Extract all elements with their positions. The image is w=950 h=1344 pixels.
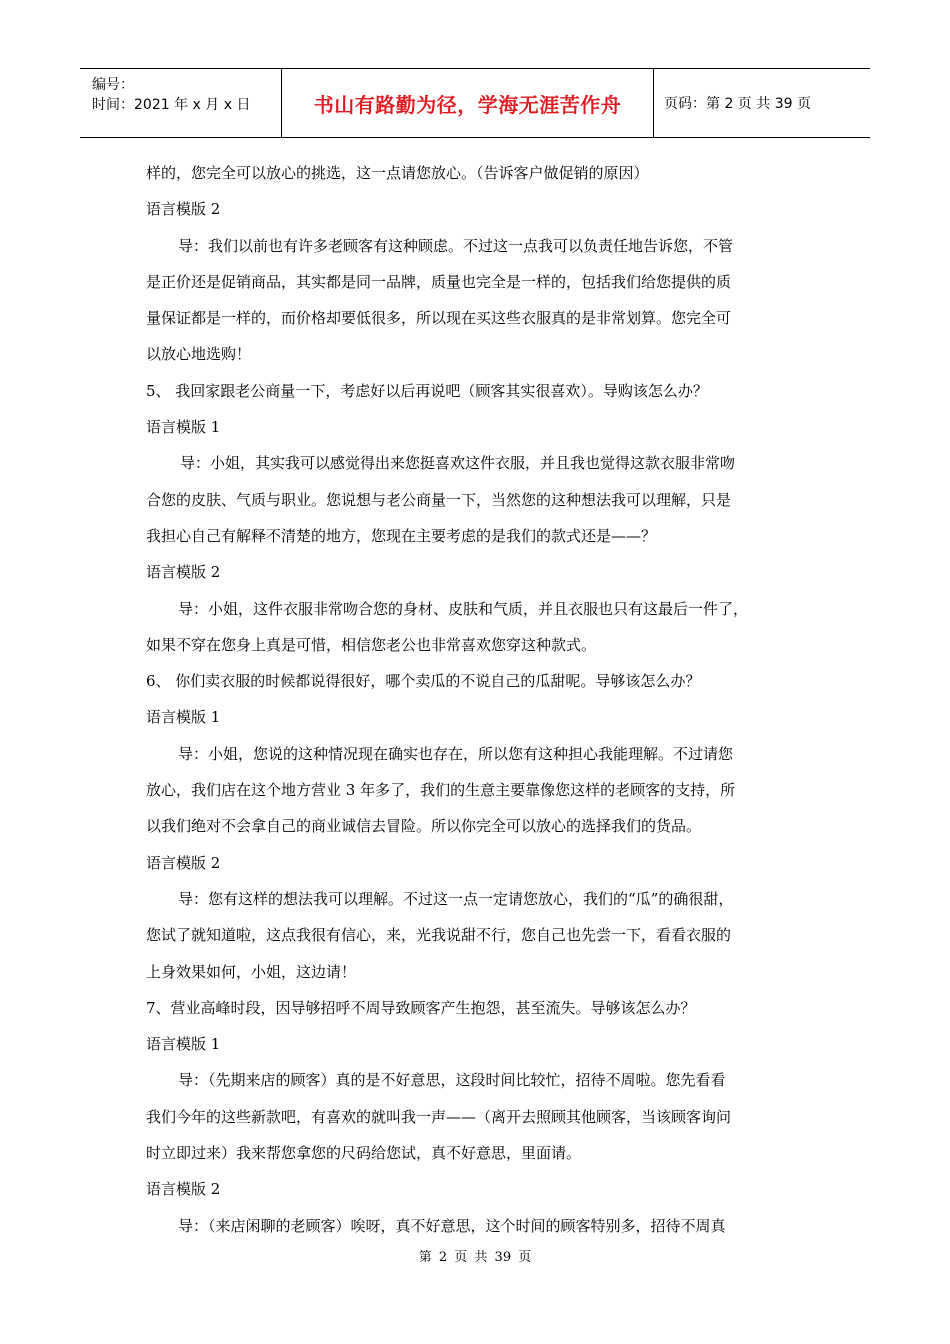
header-motto-cell — [282, 69, 654, 137]
body-line: 您试了就知道啦，这点我很有信心，来，光我说甜不行，您自己也先尝一下，看看衣服的 — [146, 926, 732, 945]
body-line: 导：（先期来店的顾客）真的是不好意思，这段时间比较忙，招待不周啦。您先看看 — [178, 1071, 726, 1090]
body-line: 我担心自己有解释不清楚的地方，您现在主要考虑的是我们的款式还是——？ — [146, 526, 657, 545]
body-line: 上身效果如何，小姐，这边请！ — [146, 962, 357, 981]
body-line: 量保证都是一样的，而价格却要低很多，所以现在买这些衣服真的是非常划算。您完全可 — [146, 309, 732, 328]
body-line: 是正价还是促销商品，其实都是同一品牌，质量也完全是一样的，包括我们给您提供的质 — [146, 272, 732, 291]
body-line: 以放心地选购！ — [146, 345, 252, 364]
body-line: 导：小姐，您说的这种情况现在确实也存在，所以您有这种担心我能理解。不过请您 — [178, 744, 734, 763]
header-page-info — [654, 69, 870, 137]
section-heading: 语言模版 2 — [146, 853, 221, 872]
body-line: 合您的皮肤、气质与职业。您说想与老公商量一下，当然您的这种想法我可以理解，只是 — [146, 490, 732, 509]
body-line: 导：我们以前也有许多老顾客有这种顾虑。不过这一点我可以负责任地告诉您，不管 — [178, 236, 734, 255]
document-date: 时间：2021 年 x 月 x 日 — [92, 97, 251, 113]
body-line: 以我们绝对不会拿自己的商业诚信去冒险。所以你完全可以放心的选择我们的货品。 — [146, 817, 702, 836]
document-number: 编号： — [92, 77, 134, 93]
body-line: 放心，我们店在这个地方营业 3 年多了，我们的生意主要靠像您这样的老顾客的支持，所 — [146, 781, 736, 800]
section-heading: 语言模版 1 — [146, 418, 221, 437]
header-motto: 书山有路勤为径，学海无涯苦作舟 — [313, 92, 622, 117]
body-line: 导：您有这样的想法我可以理解。不过这一点一定请您放心，我们的“瓜”的确很甜， — [178, 889, 734, 908]
page-header — [80, 68, 870, 138]
question-heading: 7、营业高峰时段，因导够招呼不周导致顾客产生抱怨，甚至流失。导够该怎么办？ — [146, 998, 696, 1017]
section-heading: 语言模版 1 — [146, 1035, 221, 1054]
body-line: 时立即过来）我来帮您拿您的尺码给您试，真不好意思，里面请。 — [146, 1144, 582, 1163]
section-heading: 语言模版 2 — [146, 1180, 221, 1199]
body-line: 样的，您完全可以放心的挑选，这一点请您放心。（告诉客户做促销的原因） — [146, 164, 649, 182]
section-heading: 语言模版 2 — [146, 200, 221, 219]
header-meta — [80, 69, 282, 137]
body-line: 我们今年的这些新款吧，有喜欢的就叫我一声——（离开去照顾其他顾客，当该顾客询问 — [146, 1107, 732, 1126]
body-line: 导：小姐，这件衣服非常吻合您的身材、皮肤和气质，并且衣服也只有这最后一件了， — [178, 599, 749, 618]
header-page-number: 页码：第 2 页 共 39 页 — [664, 96, 811, 112]
body-line: 导：（来店闲聊的老顾客）唉呀，真不好意思，这个时间的顾客特别多，招待不周真 — [178, 1216, 726, 1235]
question-heading: 5、 我回家跟老公商量一下，考虑好以后再说吧（顾客其实很喜欢）。导购该怎么办？ — [146, 381, 708, 400]
section-heading: 语言模版 2 — [146, 563, 221, 582]
question-heading: 6、 你们卖衣服的时候都说得很好，哪个卖瓜的不说自己的瓜甜呢。导够该怎么办？ — [146, 672, 701, 691]
page-footer: 第 2 页 共 39 页 — [418, 1250, 532, 1265]
document-body — [146, 155, 818, 1244]
section-heading: 语言模版 1 — [146, 708, 221, 727]
body-line: 导：小姐，其实我可以感觉得出来您挺喜欢这件衣服，并且我也觉得这款衣服非常吻 — [180, 454, 736, 473]
body-line: 如果不穿在您身上真是可惜，相信您老公也非常喜欢您穿这种款式。 — [146, 635, 597, 654]
